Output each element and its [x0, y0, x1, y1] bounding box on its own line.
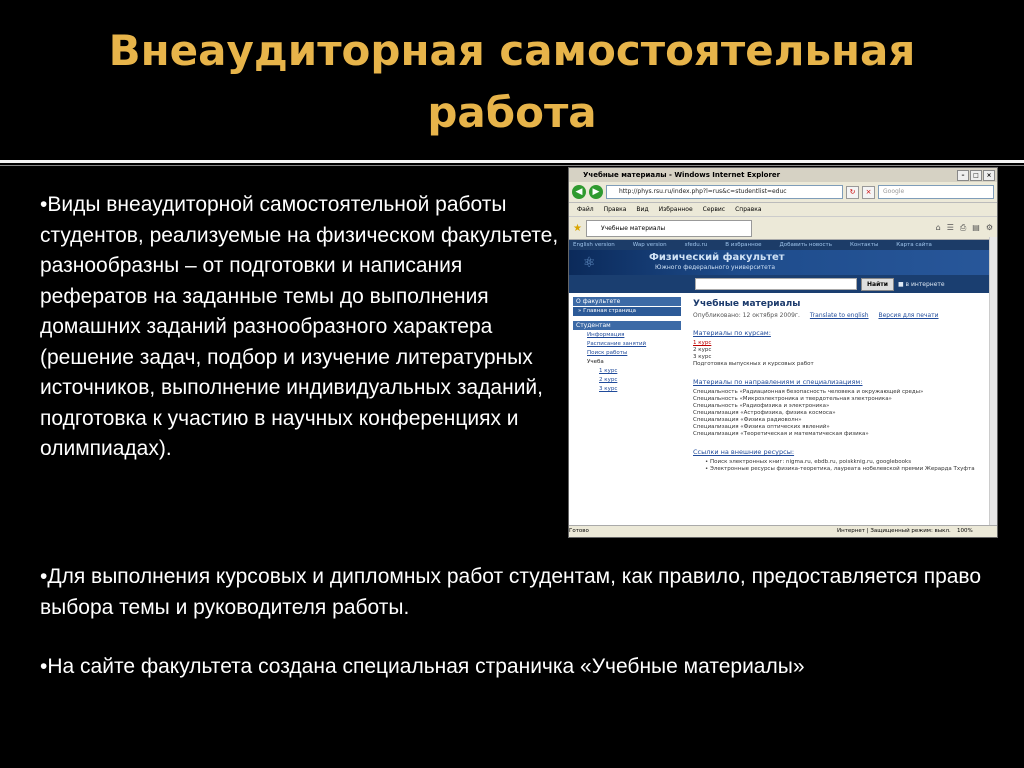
site-search-button[interactable]: Найти: [861, 278, 894, 291]
site-nav-contacts[interactable]: Контакты: [849, 242, 879, 248]
site-content: [569, 293, 997, 523]
menu-file[interactable]: Файл: [577, 206, 594, 213]
status-zone: Интернет | Защищенный режим: выкл.: [837, 528, 951, 534]
nav-schedule[interactable]: Расписание занятий: [587, 341, 647, 347]
nav-home[interactable]: » Главная страница: [573, 307, 681, 316]
title-divider-thin: [0, 165, 1024, 166]
slide-title-line1: Внеаудиторная самостоятельная: [108, 26, 916, 75]
nav-study[interactable]: Учеба: [587, 359, 604, 365]
print-icon[interactable]: ⎙: [959, 223, 967, 232]
site-nav-sitemap[interactable]: Карта сайта: [896, 242, 932, 248]
page-heading: Учебные материалы: [693, 299, 801, 309]
atom-logo-icon: ⚛: [583, 255, 596, 271]
status-text: Готово: [569, 528, 589, 534]
published-date: Опубликовано: 12 октября 2009г.: [693, 312, 800, 319]
external-link[interactable]: • Электронные ресурсы физика-теоретика, лауреата нобелевской премии Жерарда Тхуфта: [705, 466, 975, 472]
back-icon[interactable]: ◀: [572, 185, 586, 199]
nav-info[interactable]: Информация: [587, 332, 625, 338]
external-link[interactable]: • Поиск электронных книг: nigma.ru, ebdb.ru, poiskknig.ru, googlebooks: [705, 459, 912, 465]
bullet-coursework: •Для выполнения курсовых и дипломных работ студентам, как правило, предоставляется право выбора темы и руководителя работы.: [40, 565, 982, 619]
search-input[interactable]: Google: [878, 185, 994, 199]
menu-bar: [569, 203, 997, 217]
menu-favorites[interactable]: Избранное: [658, 206, 693, 213]
address-input[interactable]: http://phys.rsu.ru/index.php?l=rus&c=studentlist=educ: [606, 185, 843, 199]
nav-section-students: Студентам: [573, 321, 681, 330]
print-version-link[interactable]: Версия для печати: [878, 312, 939, 319]
menu-help[interactable]: Справка: [735, 206, 762, 213]
menu-view[interactable]: Вид: [636, 206, 649, 213]
address-toolbar: [569, 182, 997, 203]
forward-icon[interactable]: ▶: [589, 185, 603, 199]
menu-edit[interactable]: Правка: [603, 206, 627, 213]
bullet-kinds-of-work: •Виды внеаудиторной самостоятельной работы студентов, реализуемые на физическом факультете, разнообразны – от подготовки и написания рефератов на заданные темы до выполнения домашних заданий разнообразного характера (решение задач, подбор и изучение литературных источников, выполнение индивидуальных заданий, подготовка к участию в научных конференциях и олимпиадах).: [40, 193, 559, 460]
by-course-heading[interactable]: Материалы по курсам:: [693, 329, 771, 337]
site-search-input[interactable]: [695, 278, 857, 290]
spec-link[interactable]: Специальность «Радиационная безопасность человека и окружающей среды»: [693, 389, 924, 395]
feeds-icon[interactable]: ☰: [946, 223, 954, 232]
browser-title-bar: [569, 168, 997, 182]
browser-window-title: Учебные материалы - Windows Internet Explorer: [583, 171, 781, 179]
spec-link[interactable]: Специализация «Физика радиоволн»: [693, 417, 802, 423]
course-link-1[interactable]: 1 курс: [693, 340, 712, 346]
tools-icon[interactable]: ⚙: [985, 223, 993, 232]
title-divider: [0, 160, 1024, 163]
nav-course-1[interactable]: 1 курс: [599, 368, 618, 374]
status-zoom[interactable]: 100%: [957, 528, 973, 534]
window-controls: [957, 170, 995, 181]
home-icon[interactable]: ⌂: [935, 223, 941, 232]
favorites-star-icon[interactable]: ★: [573, 222, 582, 234]
refresh-icon[interactable]: ↻: [846, 186, 859, 199]
nav-course-3[interactable]: 3 курс: [599, 386, 618, 392]
publish-line: [693, 312, 987, 319]
site-banner: [569, 250, 997, 275]
nav-home-label: Главная страница: [583, 308, 637, 314]
close-icon[interactable]: ×: [983, 170, 995, 181]
nav-course-2[interactable]: 2 курс: [599, 377, 618, 383]
site-nav-sfedu[interactable]: sfedu.ru: [684, 242, 708, 248]
spec-link[interactable]: Специальность «Радиофизика и электроника»: [693, 403, 830, 409]
course-link-theses[interactable]: Подготовка выпускных и курсовых работ: [693, 361, 814, 367]
university-name: Южного федерального университета: [655, 264, 776, 271]
spec-link[interactable]: Специализация «Теоретическая и математическая физика»: [693, 431, 869, 437]
tab-bar: [569, 217, 997, 240]
external-heading[interactable]: Ссылки на внешние ресурсы:: [693, 448, 795, 456]
nav-job-search[interactable]: Поиск работы: [587, 350, 628, 356]
site-nav-add-news[interactable]: Добавить новость: [779, 242, 832, 248]
site-nav-wap[interactable]: Wap version: [632, 242, 667, 248]
site-left-nav: [569, 293, 685, 523]
page-scrollbar[interactable]: [989, 237, 997, 526]
status-bar: [569, 525, 997, 537]
spec-link[interactable]: Специализация «Астрофизика, физика космоса»: [693, 410, 836, 416]
search-internet-label: в интернете: [905, 280, 945, 288]
site-nav-favorites[interactable]: В избранное: [725, 242, 762, 248]
spec-link[interactable]: Специализация «Физика оптических явлений»: [693, 424, 830, 430]
search-internet-checkbox[interactable]: ■ в интернете: [897, 280, 945, 288]
bullet-website: •На сайте факультета создана специальная страничка «Учебные материалы»: [40, 655, 805, 678]
page-icon[interactable]: ▤: [972, 223, 980, 232]
stop-icon[interactable]: ×: [862, 186, 875, 199]
course-link-3[interactable]: 3 курс: [693, 354, 712, 360]
site-top-nav: [569, 240, 997, 250]
by-spec-heading[interactable]: Материалы по направлениям и специализациям:: [693, 378, 863, 386]
spec-link[interactable]: Специальность «Микроэлектроника и твердотельная электроника»: [693, 396, 892, 402]
slide-title-line2: работа: [427, 88, 597, 137]
external-link-text: Электронные ресурсы физика-теоретика, лауреата нобелевской премии Жерарда Тхуфта: [710, 466, 975, 472]
tab-tools: [936, 223, 993, 233]
translate-link[interactable]: Translate to english: [809, 312, 869, 319]
site-nav-english[interactable]: English version: [573, 242, 615, 248]
slide-title: [0, 0, 1024, 160]
browser-screenshot: [568, 167, 998, 538]
external-link-text: Поиск электронных книг: nigma.ru, ebdb.ru, poiskknig.ru, googlebooks: [710, 459, 912, 465]
site-main: [685, 293, 997, 523]
menu-tools[interactable]: Сервис: [702, 206, 726, 213]
minimize-icon[interactable]: –: [957, 170, 969, 181]
maximize-icon[interactable]: □: [970, 170, 982, 181]
course-link-2[interactable]: 2 курс: [693, 347, 712, 353]
nav-section-about: О факультете: [573, 297, 681, 306]
tab-educational-materials[interactable]: Учебные материалы: [586, 220, 752, 237]
site-search-bar: [569, 275, 997, 293]
faculty-name: Физический факультет: [649, 252, 785, 263]
